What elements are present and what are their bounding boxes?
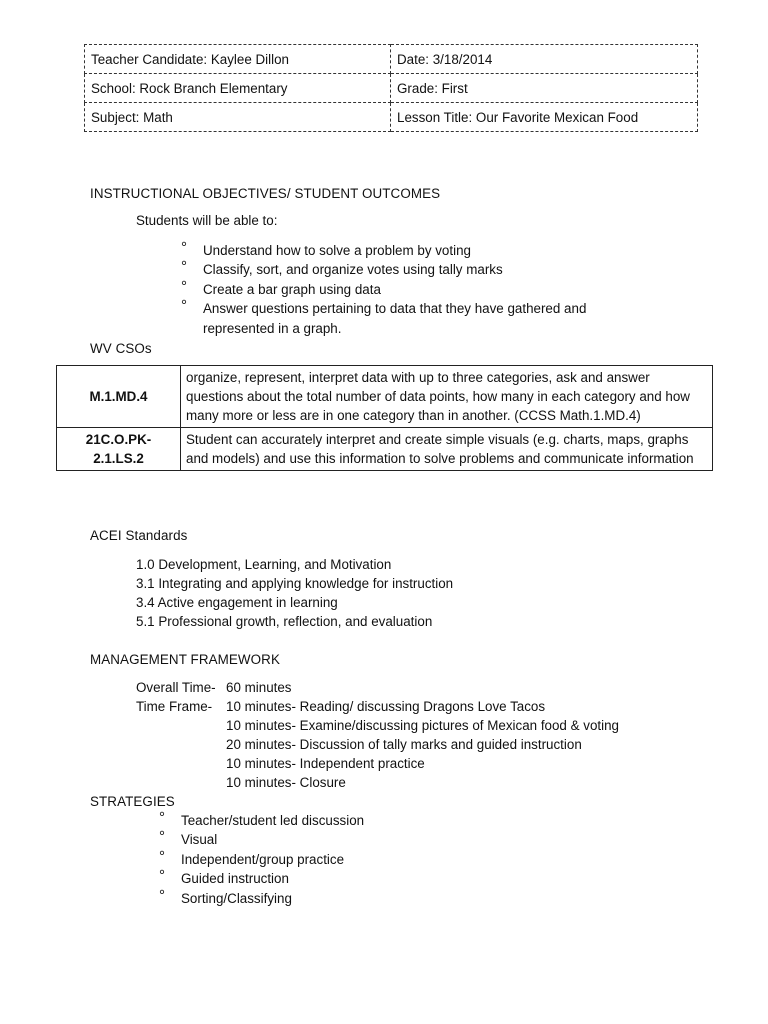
acei-heading: ACEI Standards — [90, 528, 188, 543]
list-item: ° Guided instruction — [159, 869, 559, 888]
list-item: ° Understand how to solve a problem by voting — [181, 241, 651, 260]
acei-item: 1.0 Development, Learning, and Motivation — [136, 557, 392, 572]
timeframe-item: 20 minutes- Discussion of tally marks and guided instruction — [226, 737, 582, 752]
date-cell: Date: 3/18/2014 — [391, 45, 698, 74]
cso-heading: WV CSOs — [90, 341, 152, 356]
table-row — [57, 428, 713, 471]
timeframe-item: 10 minutes- Closure — [226, 775, 346, 790]
acei-item: 5.1 Professional growth, reflection, and evaluation — [136, 614, 433, 629]
cso-table — [56, 365, 713, 471]
grade-cell: Grade: First — [391, 74, 698, 103]
acei-item: 3.1 Integrating and applying knowledge for instruction — [136, 576, 454, 591]
strategies-list — [159, 811, 559, 908]
list-item: ° Sorting/Classifying — [159, 889, 559, 908]
list-item: ° Visual — [159, 830, 559, 849]
overall-time-label: Overall Time- — [136, 680, 216, 695]
lesson-info-table — [84, 44, 698, 132]
info-row — [85, 74, 698, 103]
teacher-cell: Teacher Candidate: Kaylee Dillon — [85, 45, 391, 74]
info-row — [85, 45, 698, 74]
overall-time-value: 60 minutes — [226, 680, 292, 695]
timeframe-item: 10 minutes- Reading/ discussing Dragons Love Tacos — [226, 699, 546, 714]
list-item: ° Create a bar graph using data — [181, 280, 651, 299]
school-cell: School: Rock Branch Elementary — [85, 74, 391, 103]
list-item: ° Answer questions pertaining to data that they have gathered and represented in a graph. — [181, 299, 651, 338]
subject-cell: Subject: Math — [85, 103, 391, 132]
objectives-intro: Students will be able to: — [136, 213, 278, 228]
objectives-heading: INSTRUCTIONAL OBJECTIVES/ STUDENT OUTCOMES — [90, 186, 441, 201]
info-row — [85, 103, 698, 132]
list-item: ° Classify, sort, and organize votes using tally marks — [181, 260, 651, 279]
management-heading: MANAGEMENT FRAMEWORK — [90, 652, 280, 667]
acei-item: 3.4 Active engagement in learning — [136, 595, 338, 610]
cso-code: M.1.MD.4 — [57, 366, 181, 428]
timeframe-label: Time Frame- — [136, 699, 213, 714]
timeframe-item: 10 minutes- Examine/discussing pictures of Mexican food & voting — [226, 718, 619, 733]
cso-code: 21C.O.PK-2.1.LS.2 — [57, 428, 181, 471]
objectives-list — [181, 241, 651, 338]
table-row — [57, 366, 713, 428]
list-item: ° Teacher/student led discussion — [159, 811, 559, 830]
strategies-heading: STRATEGIES — [90, 794, 175, 809]
cso-text: Student can accurately interpret and create simple visuals (e.g. charts, maps, graphs and models) and use this information to solve problems and communicate information — [181, 428, 713, 471]
lesson-title-cell: Lesson Title: Our Favorite Mexican Food — [391, 103, 698, 132]
list-item: ° Independent/group practice — [159, 850, 559, 869]
timeframe-item: 10 minutes- Independent practice — [226, 756, 425, 771]
cso-text: organize, represent, interpret data with up to three categories, ask and answer questions about the total number of data points, how many in each category and how many more or less are in one category than in another. (CCSS Math.1.MD.4) — [181, 366, 713, 428]
